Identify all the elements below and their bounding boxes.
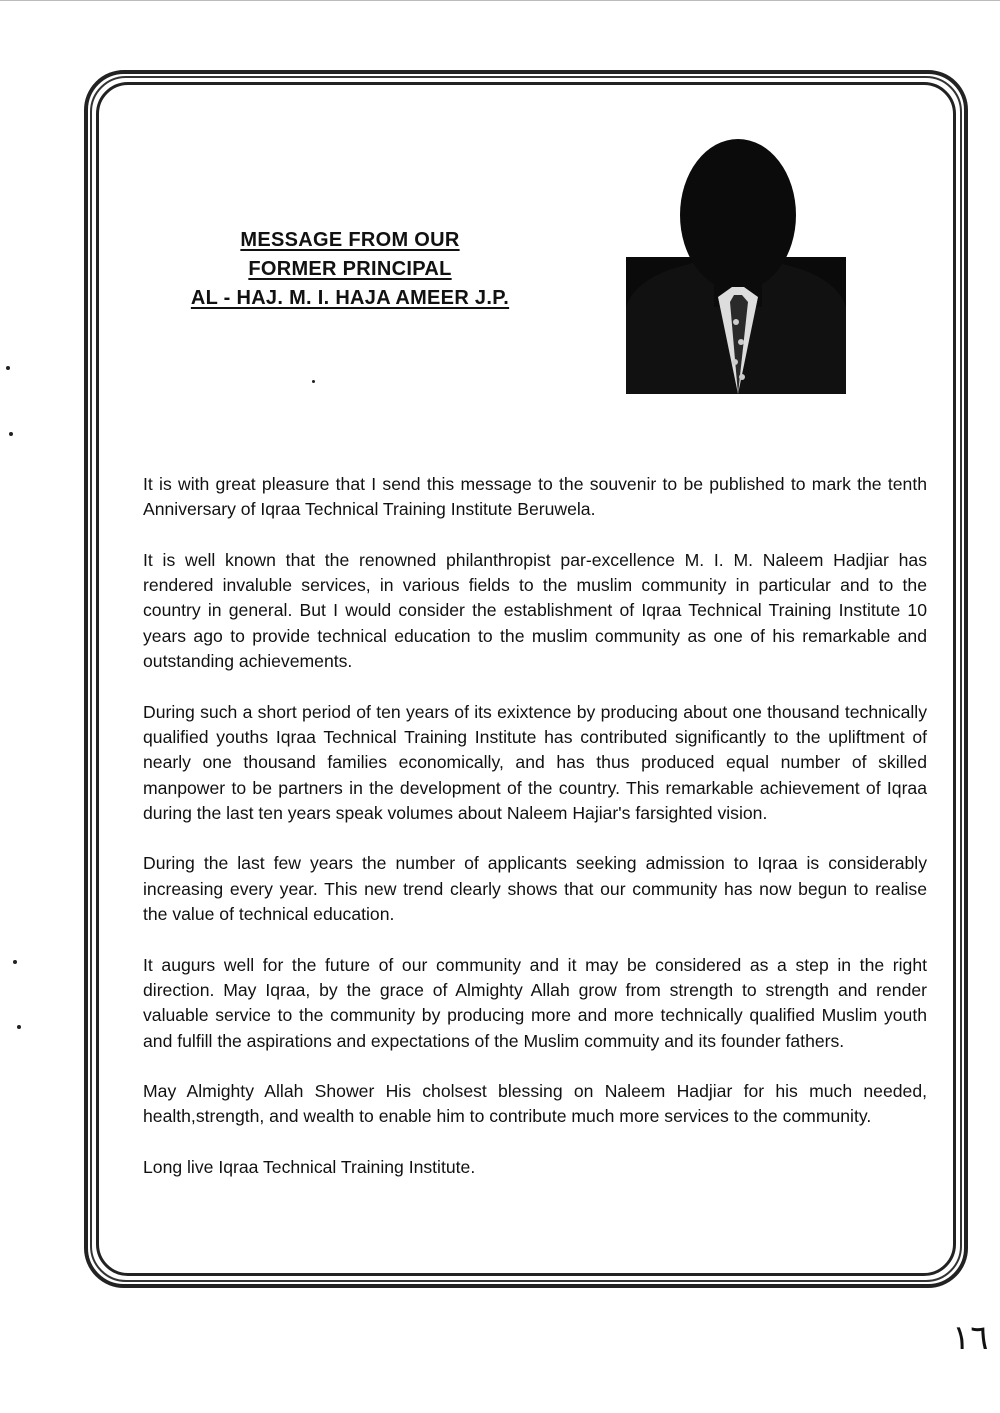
scan-speck	[17, 1025, 21, 1029]
scan-speck	[6, 366, 10, 370]
paragraph-5: It augurs well for the future of our community and it may be considered as a step in the right direction. May Iqraa, by the grace of Almighty Allah grow from strength to strength and render valuable service to the community by producing more and more technically qualified Muslim youth and fulfill the aspirations and expectations of the Muslim commuity and its founder fathers.	[143, 954, 927, 1051]
page-number: ١٦	[952, 1318, 989, 1358]
paragraph-1: It is with great pleasure that I send this message to the souvenir to be published to mark the tenth Anniversary of Iqraa Technical Training Institute Beruwela.	[143, 474, 927, 520]
paragraph-4: During the last few years the number of applicants seeking admission to Iqraa is considerably increasing every year. This new trend clearly shows that our community has now begun to realise the value of technical education.	[143, 853, 927, 925]
message-body	[143, 472, 927, 1206]
message-heading	[180, 226, 520, 313]
scan-speck	[13, 960, 17, 964]
heading-line-2: FORMER PRINCIPAL	[248, 258, 452, 280]
paragraph-3: During such a short period of ten years of its exixtence by producing about one thousand technically qualified youths Iqraa Technical Training Institute has contributed significantly to the upliftment of nearly one thousand families economically, and has thus produced equal number of skilled manpower to be partners in the development of the country. This remarkable achievement of Iqraa during the last ten years speak volumes about Naleem Hajiar's farsighted vision.	[143, 701, 927, 823]
portrait-silhouette-icon	[626, 137, 846, 394]
paragraph-6: May Almighty Allah Shower His cholsest blessing on Naleem Hadjiar for his much needed, health,strength, and wealth to enable him to contribute much more services to the community.	[143, 1081, 927, 1127]
paragraph-2: It is well known that the renowned philanthropist par-excellence M. I. M. Naleem Hadjiar has rendered invaluble services, in various fields to the muslim community in particular and to the country in general. But I would consider the establishment of Iqraa Technical Training Institute 10 years ago to provide technical education to the muslim community as one of his remarkable and outstanding achievements.	[143, 549, 927, 672]
heading-line-1: MESSAGE FROM OUR	[240, 229, 460, 251]
scan-speck	[312, 380, 315, 383]
scan-speck	[9, 432, 13, 436]
portrait-photo	[626, 137, 846, 394]
heading-line-3: AL - HAJ. M. I. HAJA AMEER J.P.	[190, 287, 510, 309]
scan-edge-line	[0, 0, 1000, 1]
paragraph-7: Long live Iqraa Technical Training Institute.	[143, 1157, 476, 1178]
